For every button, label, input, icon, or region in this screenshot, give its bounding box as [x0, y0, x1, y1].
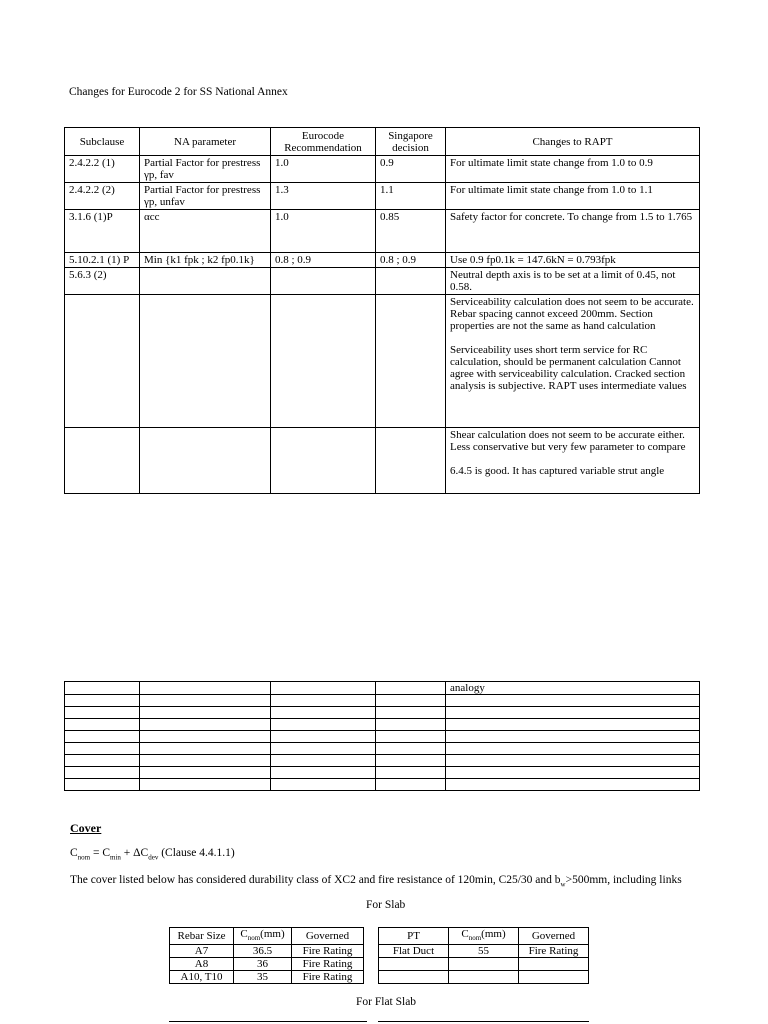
cell-na-parameter: Min {k1 fpk ; k2 fp0.1k}: [140, 253, 271, 268]
cell-singapore: [376, 428, 446, 494]
cell-eurocode: [271, 295, 376, 428]
cell-changes: Safety factor for concrete. To change from 1.5 to 1.765: [446, 210, 700, 253]
header-pt: PT: [379, 928, 449, 945]
cell-singapore: 0.85: [376, 210, 446, 253]
table-row: [65, 428, 700, 494]
table-row: [65, 707, 700, 719]
slab-cover-table: [169, 927, 364, 984]
cell-cnom: 55: [449, 945, 519, 958]
cell-changes: For ultimate limit state change from 1.0 to 1.1: [446, 183, 700, 210]
for-flat-slab-caption: For Flat Slab: [356, 996, 417, 1008]
cell-eurocode: 1.3: [271, 183, 376, 210]
cell-singapore: [376, 268, 446, 295]
table-row: [65, 731, 700, 743]
cell-cnom: 35: [234, 971, 292, 984]
cell-cnom: [449, 958, 519, 971]
cell-changes: For ultimate limit state change from 1.0 to 0.9: [446, 156, 700, 183]
cell-subclause: 2.4.2.2 (2): [65, 183, 140, 210]
table-row: [65, 295, 700, 428]
cell-subclause: 3.1.6 (1)P: [65, 210, 140, 253]
cell-changes: Serviceability calculation does not seem to be accurate. Rebar spacing cannot exceed 200mm. Section properties are not the same as hand calculation Serviceability uses short term service for RC calculation, should be permanent calculation Cannot agree with serviceability calculation. Cracked section analysis is subjective. RAPT uses intermediate values: [446, 295, 700, 428]
table-row: [65, 268, 700, 295]
header-governed: Governed: [292, 928, 364, 945]
cell-rebar: A8: [170, 958, 234, 971]
cell-governed: [519, 971, 589, 984]
cell-governed: Fire Rating: [292, 945, 364, 958]
cell-changes: Neutral depth axis is to be set at a limit of 0.45, not 0.58.: [446, 268, 700, 295]
cell-subclause: 5.6.3 (2): [65, 268, 140, 295]
table-top-border: [378, 1021, 589, 1022]
header-cnom: $C_{nom}(mm)$: [449, 928, 519, 945]
cell-singapore: 1.1: [376, 183, 446, 210]
cell-pt: [379, 971, 449, 984]
cover-note: The cover listed below has considered durability class of XC2 and fire resistance of 120min, C25/30 and $b_w>500mm$, including links: [70, 874, 682, 889]
cell-changes: analogy: [446, 682, 700, 695]
cell-na-parameter: Partial Factor for prestress γp, fav: [140, 156, 271, 183]
header-na-parameter: NA parameter: [140, 128, 271, 156]
table-row: [170, 971, 364, 984]
cell-cnom: [449, 971, 519, 984]
table-row: [65, 695, 700, 707]
header-cnom: $C_{nom}(mm)$: [234, 928, 292, 945]
header-subclause: Subclause: [65, 128, 140, 156]
table-row: [65, 779, 700, 791]
cell-governed: Fire Rating: [292, 971, 364, 984]
cell-eurocode: 1.0: [271, 156, 376, 183]
cell-governed: Fire Rating: [292, 958, 364, 971]
cell-na-parameter: Partial Factor for prestress γp, unfav: [140, 183, 271, 210]
cell-na-parameter: [140, 428, 271, 494]
cell-subclause: 5.10.2.1 (1) P: [65, 253, 140, 268]
table-row: [65, 682, 700, 695]
cell-governed: Fire Rating: [519, 945, 589, 958]
cell-changes: Use 0.9 fp0.1k = 147.6kN = 0.793fpk: [446, 253, 700, 268]
cover-formula: $C_{nom} = C_{min} + \Delta C_{dev}$ (Clause 4.4.1.1): [70, 847, 235, 862]
table-row: [65, 755, 700, 767]
table-row: [379, 958, 589, 971]
for-slab-caption: For Slab: [366, 899, 406, 911]
cell-subclause: [65, 295, 140, 428]
cell-changes: Shear calculation does not seem to be accurate either. Less conservative but very few parameter to compare 6.4.5 is good. It has captured variable strut angle: [446, 428, 700, 494]
continuation-table: [64, 681, 700, 791]
header-changes: Changes to RAPT: [446, 128, 700, 156]
cell-eurocode: 1.0: [271, 210, 376, 253]
table-row: [170, 958, 364, 971]
cell-governed: [519, 958, 589, 971]
cell-na-parameter: [140, 295, 271, 428]
cover-section-title: Cover: [70, 821, 102, 835]
table-row: [65, 183, 700, 210]
cell-rebar: A10, T10: [170, 971, 234, 984]
cell-pt: Flat Duct: [379, 945, 449, 958]
header-governed: Governed: [519, 928, 589, 945]
cell-singapore: [376, 295, 446, 428]
cell-subclause: 2.4.2.2 (1): [65, 156, 140, 183]
na-parameters-table: [64, 127, 700, 494]
pt-cover-table: [378, 927, 589, 984]
cell-rebar: A7: [170, 945, 234, 958]
table-row: [170, 945, 364, 958]
cell-singapore: 0.9: [376, 156, 446, 183]
table-top-border: [169, 1021, 367, 1022]
document-heading: Changes for Eurocode 2 for SS National Annex: [69, 86, 288, 98]
table-row: [379, 945, 589, 958]
table-row: [65, 743, 700, 755]
header-singapore: Singapore decision: [376, 128, 446, 156]
table-row: [379, 971, 589, 984]
table-row: [65, 767, 700, 779]
cell-na-parameter: [140, 268, 271, 295]
cell-pt: [379, 958, 449, 971]
cell-singapore: 0.8 ; 0.9: [376, 253, 446, 268]
cell-cnom: 36.5: [234, 945, 292, 958]
header-eurocode: Eurocode Recommendation: [271, 128, 376, 156]
cell-eurocode: [271, 268, 376, 295]
table-row: [65, 253, 700, 268]
table-row: [65, 719, 700, 731]
cell-na-parameter: αcc: [140, 210, 271, 253]
cell-cnom: 36: [234, 958, 292, 971]
cell-eurocode: 0.8 ; 0.9: [271, 253, 376, 268]
cell-subclause: [65, 428, 140, 494]
header-rebar-size: Rebar Size: [170, 928, 234, 945]
table-row: [65, 156, 700, 183]
table-row: [65, 210, 700, 253]
cell-eurocode: [271, 428, 376, 494]
